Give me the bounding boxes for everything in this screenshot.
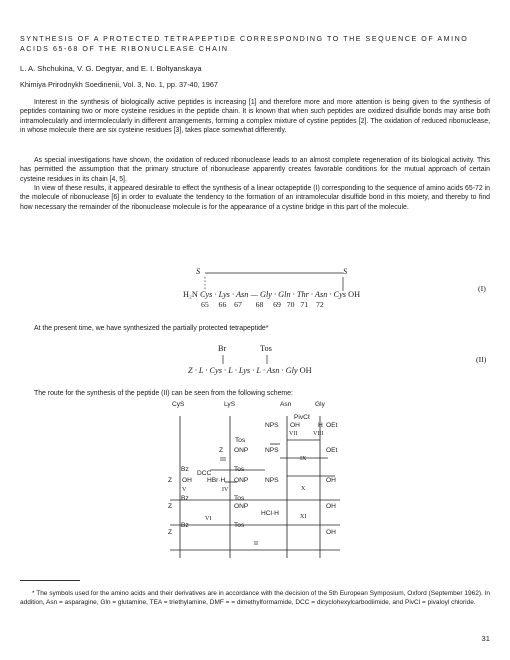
scheme-onp-1: ONP: [234, 447, 249, 454]
footnote-rule: [20, 580, 80, 581]
scheme-tos-3: Tos: [234, 495, 245, 502]
scheme-nps-2: NPS: [265, 447, 279, 454]
scheme-column-gly: Gly: [315, 401, 325, 408]
scheme-column-cys: CyS: [172, 401, 185, 408]
scheme-column-lys: LyS: [224, 401, 236, 408]
scheme-onp-3: ONP: [234, 503, 249, 510]
scheme-nps-1: NPS: [265, 422, 279, 429]
scheme-step-v: V: [182, 487, 187, 493]
scheme-step-x: X: [301, 486, 306, 492]
scheme-nps-3: NPS: [265, 477, 279, 484]
article-title: SYNTHESIS OF A PROTECTED TETRAPEPTIDE CORRESPONDING TO THE SEQUENCE OF AMINO ACIDS 65-68 OF THE RIBONUCLEASE CHAIN: [20, 35, 469, 53]
scheme-z-lys: Z: [219, 447, 224, 454]
scheme-oh-1: OH: [290, 422, 300, 429]
formula1-prefix: H₂N: [183, 290, 198, 299]
scheme-step-xi: XI: [300, 514, 307, 520]
formula2-label: (II): [476, 355, 487, 364]
paragraph-octapeptide: In view of these results, it appeared desirable to effect the synthesis of a linear octapeptide (I) corresponding to the sequence of amino acids 65-72 in the molecule of ribonuclease [6] in order to evaluate the tendency to the formation of an intramolecular disulfide bond in this moiety, and thereby to find how necessary the remainder of the ribonuclease molecule is for the appearance of a cystine bridge in this part of the molecule.: [20, 185, 490, 211]
scheme-oet-1: OEt: [326, 422, 338, 429]
scheme-step-viii: VIII: [313, 431, 324, 437]
formula1-residue-numbers: 65 66 67 68 69 70 71 72: [201, 300, 324, 309]
formula2-br: Br: [218, 344, 227, 353]
scheme-step-vii: VII: [289, 431, 298, 437]
scheme-tos-4: Tos: [234, 522, 245, 529]
formula2-sequence: Z · L · Cys · L · Lys · L · Asn · Gly: [188, 366, 298, 375]
scheme-bz-2: Bz: [181, 495, 189, 502]
paragraph-oxidation: As special investigations have shown, the oxidation of reduced ribonuclease leads to an almost complete regeneration of its biological activity. This has permitted the assumption that the primary structure of ribonuclease apparently creates favorable conditions for the mutual approach of certain cysteine residues in its chain [4, 5].: [20, 157, 490, 183]
formula2-substituent-bonds: [215, 354, 275, 366]
scheme-column-asn: Asn: [280, 401, 292, 408]
paragraph-route: The route for the synthesis of the peptide (II) can be seen from the following scheme:: [34, 390, 293, 397]
journal-citation: Khimiya Prirodnykh Soedinenii, Vol. 3, No. 1, pp. 37-40, 1967: [20, 80, 218, 89]
formula1-sequence: Cys · Lys · Asn — Gly · Gln · Thr · Asn · Cys: [199, 290, 347, 299]
scheme-hcl-h: HCl·H: [261, 510, 279, 517]
scheme-bz-3: Bz: [181, 522, 189, 529]
formula1-s-left: S: [196, 267, 201, 276]
scheme-step-iv: IV: [222, 487, 229, 493]
scheme-oh-5: OH: [326, 529, 336, 536]
scheme-z-cys-1: Z: [168, 477, 173, 484]
scheme-step-ix: IX: [300, 456, 307, 462]
footnote: * The symbols used for the amino acids and their derivatives are in accordance with the decision of the 5th European Symposium, Oxford (September 1962). In addition, Asn = asparagine, Gln = glutamine, TEA = triethylamine, DMF = = dimethylformamide, DCC = dicyclohexylcarbodiimide, and PivCl = pivaloyl chloride.: [20, 590, 491, 607]
scheme-dcc: DCC: [197, 470, 212, 477]
scheme-h: H: [318, 422, 323, 429]
scheme-step-iii: III: [220, 457, 226, 463]
scheme-onp-2: ONP: [234, 477, 249, 484]
scheme-step-vi: VI: [205, 516, 212, 522]
scheme-oet-2: OEt: [326, 447, 338, 454]
formula1-label: (I): [478, 284, 486, 293]
scheme-pivcl: PivCℓ: [294, 414, 311, 421]
formula2-suffix: OH: [299, 366, 312, 375]
formula2-tos: Tos: [260, 344, 272, 353]
scheme-hbr-h: HBr·H: [207, 477, 226, 484]
paragraph-present-time: At the present time, we have synthesized the partially protected tetrapeptide*: [34, 325, 269, 332]
scheme-oh-3: OH: [326, 477, 336, 484]
scheme-bz-1: Bz: [181, 466, 189, 473]
scheme-oh-cys: OH: [182, 477, 192, 484]
paragraph-intro: Interest in the synthesis of biologically active peptides is increasing [1] and therefore more and more attention is being given to the synthesis of peptides containing two or more cysteine residues in the peptide chain. It is known that when such peptides are oxidized disulfide bonds may arise both intramolecularly and intermolecularly in different arrangements, forming a complex mixture of cystine peptides [2]. The oxidation of reduced ribonuclease, in whose molecule there are six cysteine residues [3], takes place somewhat differently.: [20, 99, 490, 134]
authors: L. A. Shchukina, V. G. Degtyar, and E. I. Boltyanskaya: [20, 64, 202, 73]
formula1-suffix: OH: [348, 290, 361, 299]
scheme-step-ii: II: [254, 541, 258, 547]
scheme-tos-1: Tos: [235, 437, 246, 444]
scheme-oh-4: OH: [326, 503, 336, 510]
page-number: 31: [481, 634, 490, 643]
scheme-z-cys-2: Z: [168, 503, 173, 510]
scheme-tos-2: Tos: [234, 466, 245, 473]
formula1-s-right: S: [343, 267, 348, 276]
scheme-z-cys-3: Z: [168, 529, 173, 536]
